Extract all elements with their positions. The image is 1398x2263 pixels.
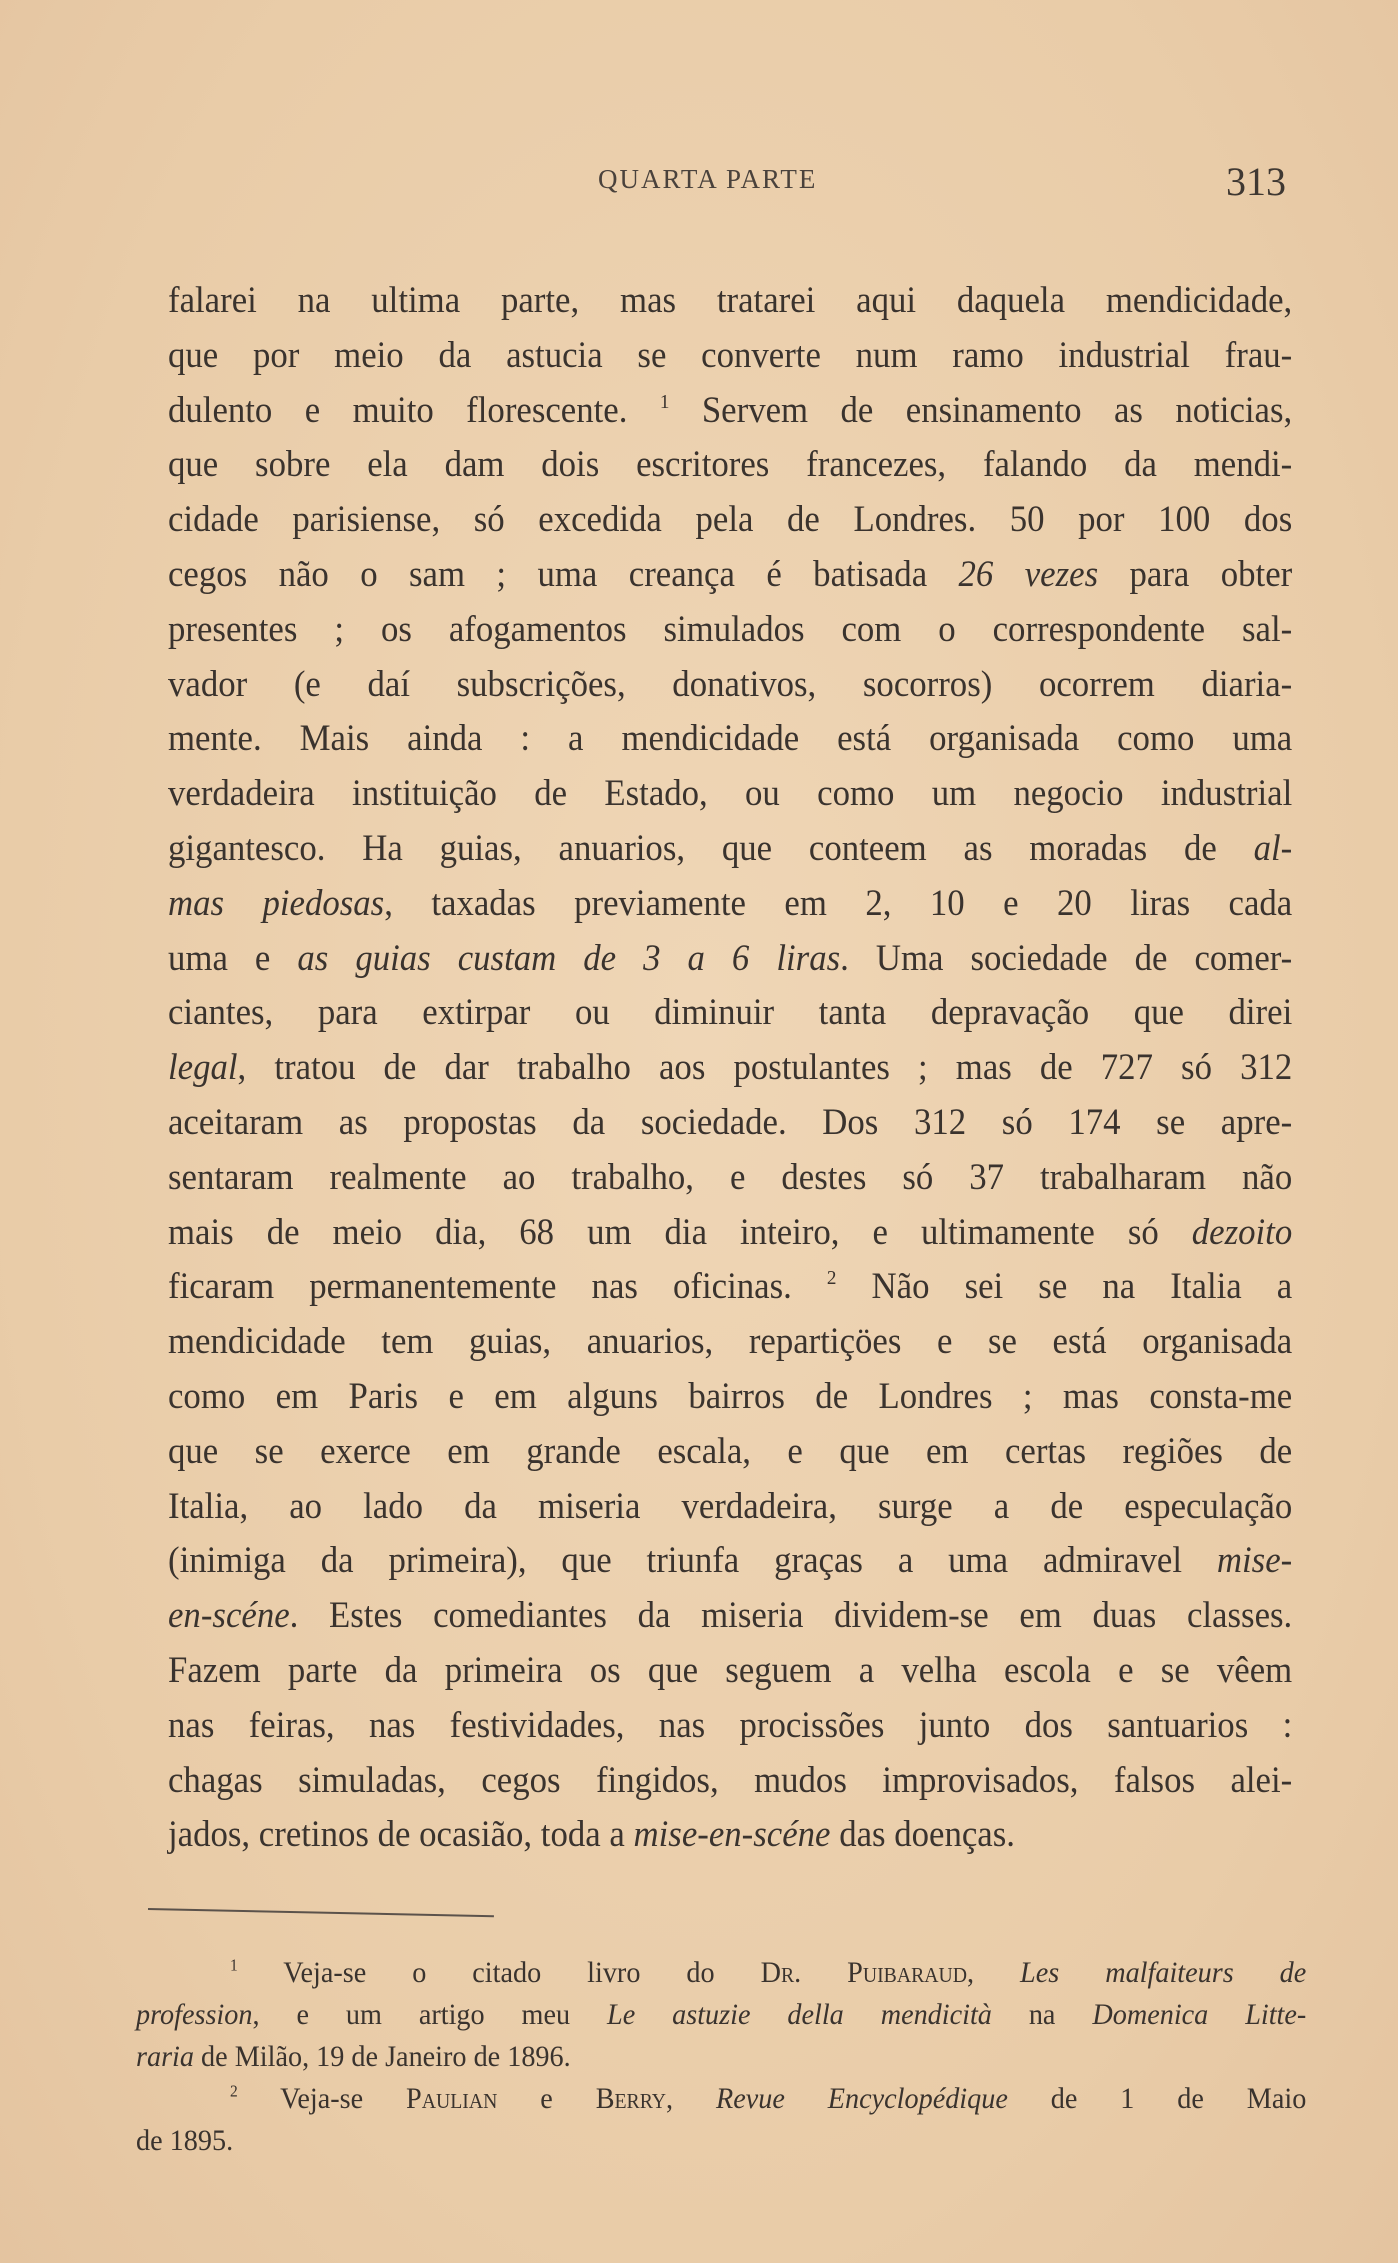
text-run: mendicidade tem guias, anuarios, repartiçöes e se está organisada — [168, 1321, 1293, 1363]
italic-text: al- — [1253, 827, 1293, 869]
italic-text: raria — [136, 2040, 194, 2073]
footnote-line — [136, 1994, 1306, 2036]
text-run: que por meio da astucia se converte num ramo industrial frau- — [168, 334, 1293, 376]
body-line — [168, 1370, 1292, 1425]
body-line — [168, 1206, 1292, 1261]
body-line — [168, 1589, 1292, 1644]
text-run: como em Paris e em alguns bairros de Londres ; mas consta-me — [168, 1375, 1293, 1417]
body-line — [168, 1041, 1292, 1096]
text-run: vador (e daí subscrições, donativos, socorros) ocorrem diaria- — [168, 663, 1293, 705]
text-run: , e um artigo meu — [252, 1998, 608, 2031]
italic-text: en-scéne — [168, 1595, 290, 1637]
text-run: Italia, ao lado da miseria verdadeira, surge a de especulação — [168, 1485, 1293, 1527]
body-line — [168, 1808, 1292, 1863]
text-run: , — [666, 2082, 717, 2115]
text-run: verdadeira instituição de Estado, ou como um negocio industrial — [168, 773, 1293, 815]
body-text — [168, 274, 1293, 1863]
text-run: de Milão, 19 de Janeiro de 1896. — [193, 2040, 571, 2073]
italic-text: as guias custam de 3 a 6 liras — [297, 937, 841, 979]
text-run: dulento e muito florescente. — [168, 389, 660, 431]
footnote-line — [136, 1952, 1306, 1994]
text-run: cidade parisiense, só excedida pela de Londres. 50 por 100 dos — [168, 499, 1293, 541]
text-run: gigantesco. Ha guias, anuarios, que conteem as moradas de — [168, 827, 1254, 869]
body-line — [168, 767, 1292, 822]
small-caps-name: Paulian — [406, 2082, 498, 2115]
body-line — [168, 274, 1292, 329]
text-run: Veja-se o citado livro do — [237, 1956, 761, 1989]
text-run: Veja-se — [237, 2082, 407, 2115]
running-header — [0, 158, 1398, 204]
text-run: que sobre ela dam dois escritores francezes, falando da mendi- — [168, 444, 1293, 486]
italic-text: 26 vezes — [958, 553, 1099, 595]
body-line — [168, 877, 1292, 932]
text-run: chagas simuladas, cegos fingidos, mudos improvisados, falsos alei- — [168, 1759, 1293, 1801]
footnote-marker: 2 — [230, 2081, 238, 2101]
footnote-marker: 2 — [826, 1267, 837, 1290]
body-line — [168, 712, 1292, 767]
body-line — [168, 1699, 1292, 1754]
italic-text: legal — [168, 1047, 238, 1089]
text-run: mente. Mais ainda : a mendicidade está organisada como uma — [168, 718, 1293, 760]
body-line — [168, 1425, 1292, 1480]
text-run: Não sei se na Italia a — [836, 1266, 1293, 1308]
text-run: (inimiga da primeira), que triunfa graças a uma admiravel — [168, 1540, 1217, 1582]
footnotes — [136, 1952, 1307, 2162]
body-line — [168, 1754, 1292, 1809]
body-line — [168, 658, 1292, 713]
body-line — [168, 822, 1292, 877]
text-run: das doenças. — [830, 1814, 1015, 1856]
body-line — [168, 1480, 1292, 1535]
italic-text: mise-en-scéne — [633, 1814, 831, 1856]
text-run: cegos não o sam ; uma creança é batisada — [168, 553, 959, 595]
body-line — [168, 329, 1292, 384]
body-line — [168, 1096, 1292, 1151]
italic-text: profession — [136, 1998, 253, 2031]
text-run: ficaram permanentemente nas oficinas. — [168, 1266, 827, 1308]
italic-text: Domenica Litte- — [1092, 1998, 1307, 2031]
text-run: presentes ; os afogamentos simulados com o correspondente sal- — [168, 608, 1293, 650]
footnote-line — [136, 2120, 1306, 2162]
text-run: que se exerce em grande escala, e que em certas regiões de — [168, 1430, 1293, 1472]
text-run: nas feiras, nas festividades, nas procissões junto dos santuarios : — [168, 1704, 1293, 1746]
italic-text: dezoito — [1191, 1211, 1293, 1253]
body-line — [168, 548, 1292, 603]
text-run: mais de meio dia, 68 um dia inteiro, e ultimamente só — [168, 1211, 1192, 1253]
text-run: de 1 de Maio — [1007, 2082, 1307, 2115]
footnote-marker: 1 — [659, 390, 670, 413]
running-title: QUARTA PARTE — [598, 164, 818, 194]
footnote-rule — [148, 1908, 494, 1917]
text-run: . Uma sociedade de comer- — [840, 937, 1293, 979]
text-run: sentaram realmente ao trabalho, e destes só 37 trabalharam não — [168, 1156, 1293, 1198]
body-line — [168, 1260, 1292, 1315]
footnote-marker: 1 — [230, 1955, 238, 1975]
italic-text: Les malfaiteurs de — [1020, 1956, 1307, 1989]
text-run: falarei na ultima parte, mas tratarei aqui daquela mendicidade, — [168, 280, 1293, 321]
text-run: na — [991, 1998, 1093, 2031]
text-run: aceitaram as propostas da sociedade. Dos 312 só 174 se apre- — [168, 1101, 1293, 1143]
text-run: e — [497, 2082, 596, 2115]
body-line — [168, 438, 1292, 493]
small-caps-name: Dr. Puibaraud — [760, 1956, 968, 1989]
text-run: uma e — [168, 937, 298, 979]
body-line — [168, 493, 1292, 548]
text-run: de 1895. — [136, 2124, 234, 2157]
body-line — [168, 1644, 1292, 1699]
small-caps-name: Berry — [595, 2082, 667, 2115]
text-run: . Estes comediantes da miseria dividem-se em duas classes. — [289, 1595, 1293, 1637]
text-run: Servem de ensinamento as noticias, — [669, 389, 1293, 431]
text-run: , — [967, 1956, 1021, 1989]
text-run: ciantes, para extirpar ou diminuir tanta depravação que direi — [168, 992, 1293, 1034]
italic-text: Revue Encyclopédique — [716, 2082, 1008, 2115]
text-run: jados, cretinos de ocasião, toda a — [168, 1814, 634, 1856]
italic-text: Le astuzie della mendicità — [607, 1998, 992, 2031]
footnote-line — [136, 2036, 1306, 2078]
body-line — [168, 603, 1292, 658]
body-line — [168, 932, 1292, 987]
body-line — [168, 1151, 1292, 1206]
body-line — [168, 1315, 1292, 1370]
body-line — [168, 986, 1292, 1041]
text-run: Fazem parte da primeira os que seguem a velha escola e se vêem — [168, 1649, 1293, 1691]
italic-text: mise- — [1216, 1540, 1293, 1582]
body-line — [168, 1534, 1292, 1589]
italic-text: mas piedosas — [168, 882, 385, 924]
text-run: para obter — [1098, 553, 1293, 595]
text-run: , taxadas previamente em 2, 10 e 20 liras cada — [384, 882, 1293, 924]
body-line — [168, 384, 1292, 439]
footnote-line — [136, 2078, 1306, 2120]
page-number: 313 — [1226, 159, 1286, 204]
text-run: , tratou de dar trabalho aos postulantes ; mas de 727 só 312 — [237, 1047, 1293, 1089]
